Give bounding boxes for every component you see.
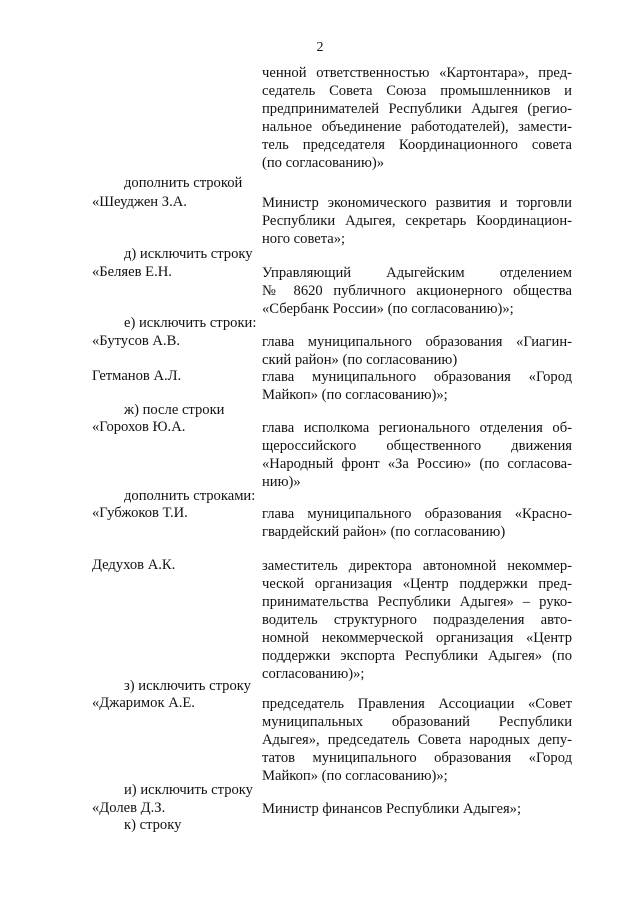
entry-description [262, 557, 572, 683]
description-line: ченной ответственностью «Картонтара», пред- [262, 65, 572, 81]
description-line: татов муниципального образования «Город [262, 750, 572, 766]
entry-description [262, 264, 572, 318]
description-line: тель председателя Координационного совета [262, 137, 572, 153]
description-line: Майкоп» (по согласованию)»; [262, 768, 448, 784]
description-line: седатель Совета Союза промышленников и [262, 83, 572, 99]
description-line: (по согласованию)» [262, 155, 385, 171]
description-line: принимательства Республики Адыгея» – руко- [262, 594, 572, 610]
description-line: глава исполкома регионального отделения об- [262, 420, 572, 436]
entry-name: Дедухов А.К. [92, 557, 176, 573]
description-line: номной некоммерческой организация «Центр [262, 630, 572, 646]
description-line: гвардейский район» (по согласованию) [262, 524, 506, 540]
description-line: Адыгея», председатель Совета народных депу- [262, 732, 572, 748]
entry-description [262, 695, 572, 785]
description-line: щероссийского общественного движения [262, 438, 572, 454]
instruction-zh: ж) после строки [124, 402, 225, 418]
entry-description [262, 800, 572, 818]
description-line: Республики Адыгея, секретарь Координацион- [262, 213, 572, 229]
entry-description [262, 368, 572, 404]
entry-description [262, 194, 572, 248]
description-line: Министр экономического развития и торговли [262, 195, 572, 211]
description-line: муниципальных образований Республики [262, 714, 572, 730]
description-line: ческой организация «Центр поддержки пред- [262, 576, 572, 592]
description-line: Управляющий Адыгейским отделением [262, 265, 572, 281]
description-line: предпринимателей Республики Адыгея (регио- [262, 101, 572, 117]
description-line: ский район» (по согласованию) [262, 352, 458, 368]
page-number: 2 [316, 40, 324, 55]
description-line: поддержки экспорта Республики Адыгея» (по [262, 648, 572, 664]
entry-description [262, 505, 572, 541]
instruction-add-rows: дополнить строками: [124, 488, 256, 504]
description-line: № 8620 публичного акционерного общества [262, 283, 572, 299]
description-line: глава муниципального образования «Гиагин- [262, 334, 572, 350]
instruction-z: з) исключить строку [124, 678, 251, 694]
entry-name: «Губжоков Т.И. [92, 505, 188, 521]
description-line: Майкоп» (по согласованию)»; [262, 387, 448, 403]
entry-name: «Долев Д.З. [92, 800, 166, 816]
description-line: заместитель директора автономной некоммер- [262, 558, 572, 574]
description-line: Министр финансов Республики Адыгея»; [262, 801, 522, 817]
description-line: глава муниципального образования «Красно- [262, 506, 572, 522]
entry-name: «Шеуджен З.А. [92, 194, 187, 210]
description-line: «Народный фронт «За Россию» (по согласова- [262, 456, 572, 472]
entry-name: «Бутусов А.В. [92, 333, 180, 349]
instruction-add-row: дополнить строкой [124, 175, 243, 191]
description-line: нальное объединение работодателей), замести- [262, 119, 572, 135]
instruction-e: е) исключить строки: [124, 315, 257, 331]
instruction-d: д) исключить строку [124, 246, 253, 262]
continued-entry-description [262, 64, 572, 172]
description-line: ного совета»; [262, 231, 346, 247]
description-line: водитель структурного подразделения авто- [262, 612, 572, 628]
description-line: глава муниципального образования «Город [262, 369, 572, 385]
entry-description [262, 419, 572, 491]
instruction-i: и) исключить строку [124, 782, 253, 798]
description-line: председатель Правления Ассоциации «Совет [262, 696, 572, 712]
entry-name: «Горохов Ю.А. [92, 419, 186, 435]
entry-name: «Джаримок А.Е. [92, 695, 195, 711]
description-line: «Сбербанк России» (по согласованию)»; [262, 301, 514, 317]
entry-name: Гетманов А.Л. [92, 368, 182, 384]
entry-name: «Беляев Е.Н. [92, 264, 172, 280]
entry-description [262, 333, 572, 369]
instruction-k: к) строку [124, 817, 182, 833]
description-line: нию)» [262, 474, 301, 490]
description-line: согласованию)»; [262, 666, 365, 682]
